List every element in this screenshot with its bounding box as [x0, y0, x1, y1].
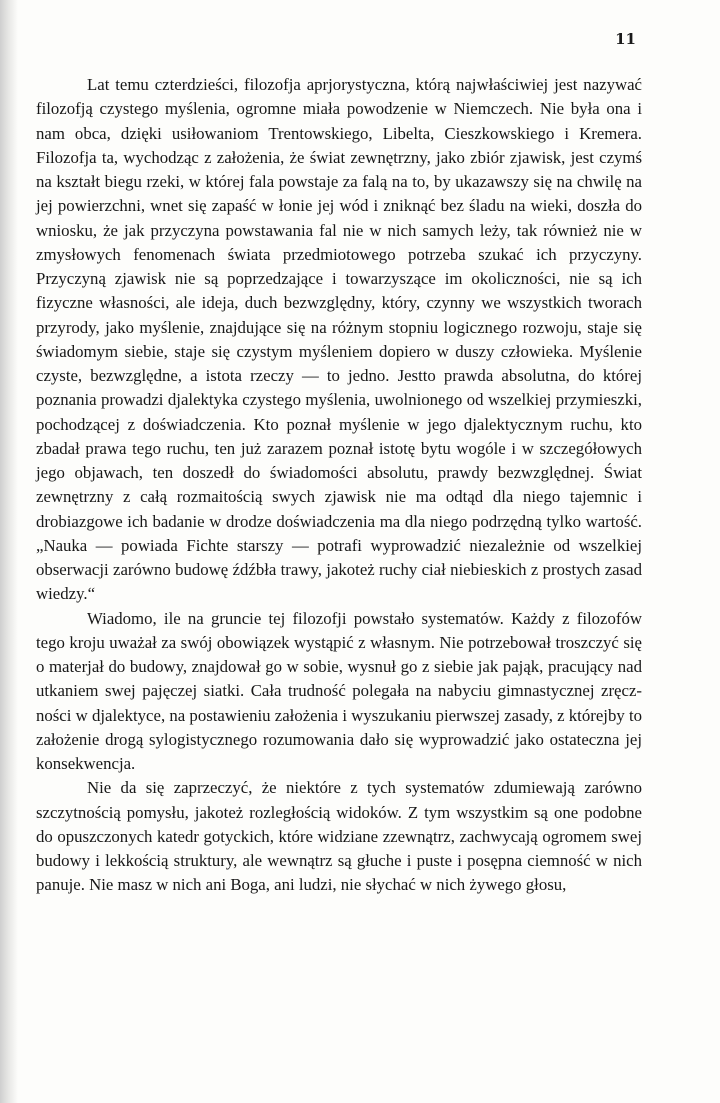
paragraph: Nie da się zaprzeczyć, że niektóre z tych systematów zdumiewają zarówno szczytnością pomysłu, jakoteż rozległością widoków. Z tym wszystkim są one podobne do opuszczonych katedr gotyckich, które widziane zzewnątrz, zachwycają ogromem swej budowy i lekkością struktury, ale wewnątrz są głuche i puste i posępna ciemność w nich panuje. Nie masz w nich ani Boga, ani ludzi, nie słychać w nich żywego głosu, — [36, 778, 642, 895]
page-number: 11 — [615, 30, 636, 48]
binding-shadow — [0, 0, 18, 1103]
body-text — [36, 73, 642, 898]
paragraph: Wiadomo, ile na gruncie tej filozofji powstało systematów. Każdy z filozofów tego kroju uważał za swój obowiązek wystąpić z własnym. Nie potrzebował troszczyć się o materjał do budowy, znajdował go w sobie, wysnuł go z siebie jak pająk, pracujący nad utkaniem swej pajęczej siatki. Cała trudność polegała na nabyciu gimnastycznej zręczności w djalektyce, na postawieniu założenia i wyszukaniu pierwszej zasady, z którejby to założenie drogą sylogistycznego rozumowania dało się wyprowadzić jako ostateczna jej konsekwencja. — [36, 608, 642, 773]
paragraph: Lat temu czterdzieści, filozofja aprjorystyczna, którą najwłaściwiej jest nazywać filozofją czystego myślenia, ogromne miała powodzenie w Niemczech. Nie była ona i nam obca, dzięki usiłowaniom Trentowskiego, Libelta, Cieszkowskiego i Kremera. Filozofja ta, wychodząc z założenia, że świat zewnętrzny, jako zbiór zjawisk, jest czymś na kształt biegu rzeki, w której fala powstaje za falą na to, by ukazawszy się na chwilę na jej powierzchni, wnet się zapaść w łonie jej wód i zniknąć bez śladu na wieki, doszła do wniosku, że jak przyczyna powstawania fal nie w nich samych leży, tak również nie w zmysłowych fenomenach świata przedmiotowego potrzeba szukać ich przyczyny. Przyczyną zjawisk nie są poprzedzające i towarzyszące im okoliczności, nie są ich fizyczne własności, ale ideja, duch bezwzględny, który, czynny we wszystkich tworach przyrody, jako myślenie, znajdujące się na różnym stopniu logicznego rozwoju, staje się świadomym siebie, staje się czystym myśleniem dopiero w duszy człowieka. Myślenie czyste, bezwzględne, a istota rzeczy — to jedno. Jestto prawda absolutna, do której poznania prowadzi djalektyka czystego myślenia, uwolnionego od wszelkiej przymieszki, pochodzącej z doświadczenia. Kto poznał myślenie w jego djalektycznym ruchu, kto zbadał prawa tego ruchu, ten już zarazem poznał istotę bytu wogóle i w szczegółowych jego objawach, ten doszedł do świadomości absolutu, prawdy bezwzględnej. Świat zewnętrzny z całą rozmaitością swych zjawisk nie ma odtąd dla niego tajemnic i drobiazgowe ich badanie w drodze doświadczenia ma dla niego podrzędną tylko wartość. „Nauka — powiada Fichte starszy — potrafi wyprowadzić niezależnie od wszelkiej obserwacji zarówno budowę źdźbła trawy, jakoteż ruchy ciał niebieskich z prostych zasad wiedzy.“ — [36, 75, 642, 604]
